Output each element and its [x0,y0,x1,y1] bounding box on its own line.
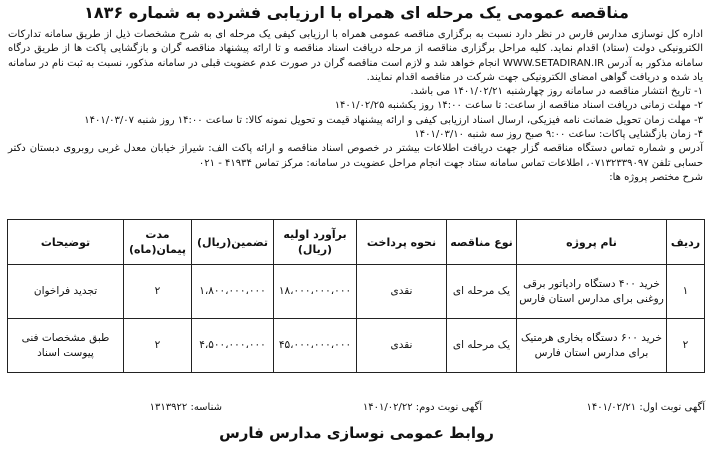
header-duration: مدت پیمان(ماه) [124,220,192,265]
first-publication-date: آگهی نوبت اول: ۱۴۰۱/۰۲/۲۱ [586,402,705,413]
item-2: ۲- مهلت زمانی دریافت اسناد مناقصه از ساعت: تا ساعت ۱۴:۰۰ روز یکشنبه ۱۴۰۱/۰۲/۲۵ [334,100,703,112]
cell-duration: ۲ [124,319,192,373]
item-3: ۳- مهلت زمان تحویل ضمانت نامه فیزیکی، ارسال اسناد ارزیابی کیفی و ارائه پیشنهاد قیمت و تحویل نمونه کالا: تا ساعت ۱۴:۰۰ روز شنبه ۱۴۰۱/۰۳/۰۷ [84,114,703,126]
item-1: ۱- تاریخ انتشار مناقصه در سامانه روز چهارشنبه ۱۴۰۱/۰۲/۲۱ می باشد. [410,86,703,98]
cell-duration: ۲ [124,265,192,319]
intro-paragraph: اداره کل نوسازی مدارس فارس در نظر دارد نسبت به برگزاری مناقصه عمومی همراه با ارزیابی کیفی یک مرحله ای به شرح مشخصات ذیل از طریق سامانه تدارکات الکترونیکی دولت (ستاد) اقدام نماید. کلیه مراحل برگزاری مناقصه از مرحله دریافت اسناد مناقصه و تا ارائه پیشنهاد مناقصه گران و بازگشایی پاکت ها از طریق درگاه سامانه مذکور به آدرس WWW.SETADIRAN.IR انجام خواهد شد و لازم است مناقصه گران در صورت عدم عضویت قبلی در سامانه مذکور، نسبت به ثبت نام در سامانه یاد شده و دریافت گواهی امضای الکترونیکی جهت شرکت در مناقصه اقدام نمایند. [8,29,704,83]
cell-initial-estimate: ۴۵،۰۰۰،۰۰۰،۰۰۰ [274,319,357,373]
publication-dates [8,402,705,416]
table-row [8,319,705,373]
cell-project-name: خرید ۶۰۰ دستگاه بخاری هرمتیک برای مدارس استان فارس [517,319,667,373]
second-publication-date: آگهی نوبت دوم: ۱۴۰۱/۰۲/۲۲ [362,402,482,413]
header-row-number: ردیف [667,220,705,265]
cell-payment-method: نقدی [357,265,447,319]
page-title: مناقصه عمومی یک مرحله ای همراه با ارزیابی فشرده به شماره ۱۸۳۶ [84,3,629,22]
header-guarantee: تضمین(ریال) [192,220,274,265]
header-tender-type: نوع مناقصه [447,220,517,265]
public-relations-title: روابط عمومی نوسازی مدارس فارس [219,424,494,442]
cell-guarantee: ۴،۵۰۰،۰۰۰،۰۰۰ [192,319,274,373]
cell-tender-type: یک مرحله ای [447,265,517,319]
header-notes: توضیحات [8,220,124,265]
cell-row-number: ۱ [667,265,705,319]
cell-guarantee: ۱،۸۰۰،۰۰۰،۰۰۰ [192,265,274,319]
projects-table [7,219,705,373]
contact-paragraph: آدرس و شماره تماس دستگاه مناقصه گزار جهت دریافت اطلاعات بیشتر در خصوص اسناد مناقصه و ارائه پاکت الف: شیراز خیابان معدل غربی روبروی دبستان دکتر حسابی تلفن ۰۷۱۳۲۳۳۹۰۹۷، اطلاعات تماس سامانه ستاد جهت انجام مراحل عضویت در سامانه: مرکز تماس ۴۱۹۳۴ - ۰۲۱ [8,143,703,169]
header-payment-method: نحوه پرداخت [357,220,447,265]
header-project-name: نام پروژه [517,220,667,265]
cell-initial-estimate: ۱۸،۰۰۰،۰۰۰،۰۰۰ [274,265,357,319]
cell-notes: طبق مشخصات فنی پیوست اسناد [8,319,124,373]
cell-project-name: خرید ۴۰۰ دستگاه رادیاتور برقی روغنی برای مدارس استان فارس [517,265,667,319]
notice-id: شناسه: ۱۳۱۳۹۲۲ [149,402,222,413]
table-row [8,265,705,319]
notice-body [8,28,703,185]
header-initial-estimate: برآورد اولیه (ریال) [274,220,357,265]
cell-payment-method: نقدی [357,319,447,373]
item-4: ۴- زمان بازگشایی پاکات: ساعت ۹:۰۰ صبح روز سه شنبه ۱۴۰۱/۰۳/۱۰ [414,129,703,141]
table-header-row [8,220,705,265]
cell-notes: تجدید فراخوان [8,265,124,319]
summary-label: شرح مختصر پروژه ها: [609,171,703,183]
cell-row-number: ۲ [667,319,705,373]
cell-tender-type: یک مرحله ای [447,319,517,373]
